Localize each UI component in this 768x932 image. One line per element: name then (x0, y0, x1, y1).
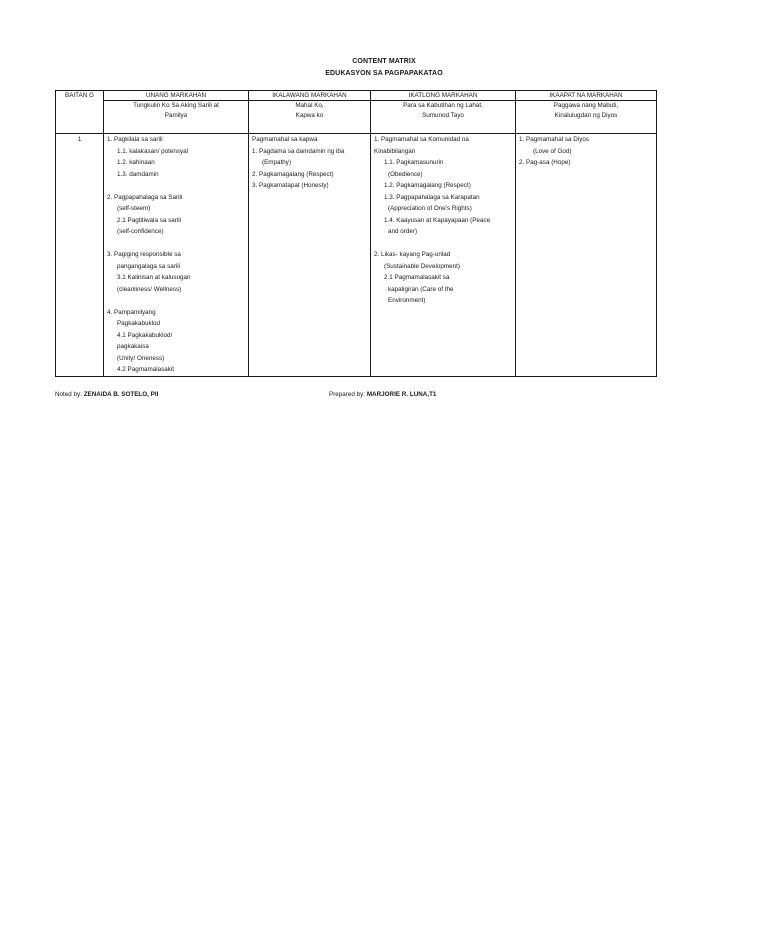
list-item: Environment) (388, 297, 426, 304)
list-item: pangangalaga sa sarili (117, 262, 181, 270)
noted-by-label: Noted by: (55, 391, 82, 398)
list-item: 4.1 Pagkakabuklod/ (117, 331, 173, 339)
list-item: Kinabibilangan (374, 147, 416, 155)
list-item: 1. Pagkilala sa sarili (107, 136, 163, 143)
list-item: 1.2. kahinaan (117, 159, 155, 166)
quarter-header-1: UNANG MARKAHAN (104, 91, 249, 101)
list-item: 3.1 Kalinisan at kalusugan (117, 274, 191, 281)
list-item: (Appreciation of One's Rights) (388, 205, 472, 212)
noted-by-name: ZENAIDA B. SOTELO, PII (83, 391, 159, 398)
q3-content-cell (371, 134, 516, 377)
list-item: 1. Pagmamahal sa Komunidad na (374, 136, 469, 143)
list-item: 1. Pagmamahal sa Diyos (519, 136, 589, 143)
list-item: (Empathy) (262, 159, 292, 166)
list-item: 2. Likas- kayang Pag-unlad (374, 251, 451, 258)
list-item: (Unity/ Oneness) (117, 354, 165, 362)
prepared-by-name: MARJORIE R. LUNA,T1 (366, 391, 437, 398)
header-row (56, 91, 657, 101)
list-item: kapaligiran (Care of the (388, 285, 454, 293)
prepared-by (329, 391, 436, 398)
list-item: (self-confidence) (117, 228, 164, 235)
list-item: 4. Pampamilyang (107, 308, 156, 316)
title-line-2: EDUKASYON SA PAGPAPAKATAO (325, 70, 443, 77)
list-item: 4.2 Pagmamalasakit (117, 366, 175, 373)
list-item: 1.3. Pagpapahalaga sa Karapatan (384, 193, 480, 201)
document-title (0, 56, 768, 80)
content-row (56, 134, 657, 377)
list-item: Pagkakabuklod (117, 320, 161, 327)
list-item: 3. Pagiging responsible sa (107, 251, 181, 258)
prepared-by-label: Prepared by: (329, 391, 366, 398)
title-line-1: CONTENT MATRIX (352, 58, 416, 65)
list-item: 2. Pagkamagalang (Respect) (252, 170, 334, 178)
list-item: (self-steem) (117, 205, 151, 212)
list-item: 1.1. kalakasan/ potensyal (117, 147, 189, 155)
q2-content-cell (249, 134, 371, 377)
list-item: (Sustainable Development) (384, 262, 460, 270)
list-item: 2. Pagpapahalaga sa Sarili (107, 193, 183, 201)
list-item: 1.1. Pagkamasunurin (384, 159, 444, 166)
list-item: 3. Pagkamatapat (Honesty) (252, 182, 329, 189)
theme-cell-4: Paggawa nang Mabuti, Kinalulugdan ng Diyos (516, 101, 657, 134)
list-item: 1.2. Pagkamagalang (Respect) (384, 182, 471, 189)
q4-content-cell (516, 134, 657, 377)
theme-cell-3: Para sa Kabutihan ng Lahat, Sumunod Tayo (371, 101, 516, 134)
theme-cell-1: Tungkulin Ko Sa Aking Sarili at Pamilya (104, 101, 249, 134)
grade-header: BAITAN G (56, 91, 104, 134)
list-item: 2. Pag-asa (Hope) (519, 159, 571, 166)
list-item: 1.3. damdamin (117, 170, 159, 178)
list-item: Pagmamahal sa kapwa (252, 136, 318, 143)
list-item: pagkakaisa (117, 343, 149, 350)
grade-cell: 1 (56, 134, 104, 377)
quarter-header-2: IKALAWANG MARKAHAN (249, 91, 371, 101)
q1-content-cell (104, 134, 249, 377)
theme-row (56, 101, 657, 134)
list-item: (Love of God) (533, 147, 572, 155)
list-item: 1. Pagdama sa damdamin ng iba (252, 147, 345, 155)
list-item: (Obedience) (388, 170, 423, 178)
list-item: and order) (388, 228, 418, 235)
list-item: 2.1 Pagtitiwala sa sarili (117, 216, 182, 224)
list-item: 2.1 Pagmamalasakit sa (384, 274, 450, 281)
content-matrix-table (55, 90, 657, 377)
theme-cell-2: Mahal Ko, Kapwa ko (249, 101, 371, 134)
list-item: (cleanliness/ Wellness) (117, 285, 182, 293)
quarter-header-3: IKATLONG MARKAHAN (371, 91, 516, 101)
quarter-header-4: IKAAPAT NA MARKAHAN (516, 91, 657, 101)
list-item: 1.4. Kaayusan at Kapayapaan (Peace (384, 216, 491, 224)
noted-by (55, 391, 158, 398)
